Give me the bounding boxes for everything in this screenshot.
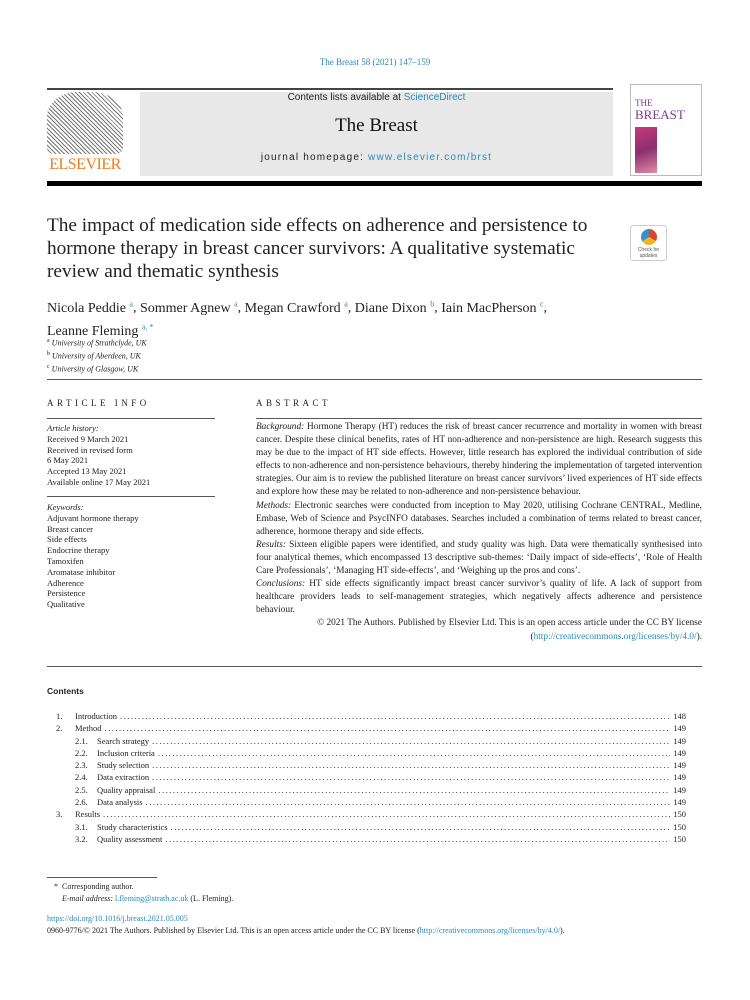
toc-number: 1.: [56, 711, 63, 721]
toc-entry[interactable]: [56, 723, 686, 735]
toc-title[interactable]: Study selection: [97, 760, 150, 771]
crossmark-label: Check for updates: [637, 247, 660, 259]
toc-page[interactable]: 149: [673, 772, 686, 783]
abstract-section: [256, 539, 702, 578]
abstract-section-text: HT side effects significantly impact breast cancer survivor’s quality of life. A lack of support from healthcare providers leads to self-management strategies, which negatively affects adherence and persistence behaviour.: [256, 579, 702, 616]
homepage-link[interactable]: www.elsevier.com/brst: [368, 152, 493, 163]
toc-leader: [120, 711, 670, 721]
author-affiliation-mark[interactable]: c: [539, 299, 544, 308]
keyword: Endocrine therapy: [47, 545, 110, 556]
keyword: Adherence: [47, 577, 84, 588]
license-text: © 2021 The Authors. Published by Elsevier Ltd. This is an open access article under the CC BY license: [317, 618, 702, 629]
abstract-section: [256, 578, 702, 617]
elsevier-logo[interactable]: [47, 92, 123, 176]
article-info-heading: ARTICLE INFO: [47, 398, 150, 408]
toc-entry[interactable]: [56, 809, 686, 821]
keyword: Aromatase inhibitor: [47, 566, 116, 577]
affiliation: [47, 336, 147, 349]
abstract-section-label: Conclusions:: [256, 579, 306, 590]
abstract-section: [256, 500, 702, 539]
abstract-section-label: Results:: [256, 539, 286, 550]
toc-entry[interactable]: [56, 785, 686, 797]
author-affiliation-mark[interactable]: a: [234, 299, 238, 308]
author[interactable]: [441, 301, 543, 316]
publisher-name: ELSEVIER: [49, 156, 121, 173]
abstract-heading: ABSTRACT: [256, 398, 332, 408]
author-name[interactable]: Leanne Fleming: [47, 324, 139, 340]
toc-page[interactable]: 150: [673, 833, 686, 844]
history-entry: Received in revised form: [47, 444, 133, 455]
toc-title[interactable]: Method: [75, 723, 102, 734]
divider: [47, 181, 702, 186]
journal-banner: [140, 92, 613, 176]
affiliation-name: University of Aberdeen, UK: [52, 351, 141, 361]
author[interactable]: [355, 301, 434, 316]
toc-leader: [152, 736, 670, 746]
toc-leader: [165, 834, 670, 844]
cover-title: THE: [635, 98, 653, 108]
author[interactable]: [140, 301, 238, 316]
tree-icon: [47, 92, 123, 154]
toc-number: 3.: [56, 809, 63, 820]
history-entry: 6 May 2021: [47, 455, 89, 466]
toc-title[interactable]: Data extraction: [97, 772, 150, 783]
journal-reference[interactable]: The Breast 58 (2021) 147–159: [319, 57, 431, 67]
author-affiliation-mark[interactable]: a: [129, 299, 133, 308]
divider: [47, 877, 157, 878]
toc-leader: [171, 822, 671, 832]
abstract-section-text: Electronic searches were conducted from inception to May 2020, utilising Cochrane CENTRAL, Medline, Embase, Web of Science and PsycINFO databases. Searches included a combination of terms related to breast cancer, adherence, hormone therapy and side effects.: [256, 500, 702, 537]
affiliation-mark: b: [47, 351, 50, 358]
toc-page[interactable]: 149: [673, 760, 686, 771]
keyword: Tamoxifen: [47, 555, 84, 566]
toc-leader: [103, 809, 670, 819]
history-entry: Accepted 13 May 2021: [47, 466, 127, 477]
toc-title[interactable]: Introduction: [75, 711, 118, 721]
divider: [256, 418, 702, 419]
table-of-contents: [56, 711, 686, 846]
email-suffix: (L. Fleming).: [190, 894, 234, 903]
email-link[interactable]: l.fleming@strath.ac.uk: [115, 894, 189, 903]
sciencedirect-link[interactable]: ScienceDirect: [403, 92, 466, 103]
toc-entry[interactable]: [56, 711, 686, 723]
license-text: 0960-9776/© 2021 The Authors. Published by Elsevier Ltd. This is an open access article under the CC BY license (: [47, 926, 420, 935]
article-title: The impact of medication side effects on adherence and persistence to hormone therapy in breast cancer survivors: A qualitative systematic review and thematic synthesis: [47, 215, 588, 282]
divider: [47, 418, 215, 419]
toc-leader: [152, 772, 670, 782]
author-list: Nicola Peddie $^a$, Sommer Agnew $^a$, Megan Crawford $^a$, Diane Dixon $^b$, Iain MacPherson $^c$, Leanne Fleming $^{a, *}$: [47, 299, 548, 340]
toc-entry[interactable]: [56, 797, 686, 809]
contents-heading: Contents: [47, 686, 84, 696]
author-affiliation-mark[interactable]: a: [344, 299, 348, 308]
toc-page[interactable]: 148: [673, 711, 686, 721]
author[interactable]: [245, 301, 348, 316]
homepage-label: journal homepage:: [260, 152, 369, 163]
cover-title: BREAST: [635, 107, 685, 122]
toc-number: 2.5.: [75, 784, 88, 795]
author[interactable]: [47, 301, 133, 316]
author-name[interactable]: Iain MacPherson: [441, 300, 537, 316]
divider: [47, 379, 702, 380]
history-entry: Received 9 March 2021: [47, 433, 129, 444]
toc-title[interactable]: Inclusion criteria: [97, 747, 155, 758]
history-entry: Available online 17 May 2021: [47, 476, 151, 487]
footnote: [52, 881, 233, 905]
crossmark-icon: [641, 229, 657, 245]
affiliation: [47, 362, 147, 375]
toc-number: 2.1.: [75, 735, 88, 746]
abstract-section-label: Background:: [256, 422, 305, 432]
affiliations: [47, 336, 147, 375]
keywords: [47, 502, 215, 610]
license-link[interactable]: http://creativecommons.org/licenses/by/4.0/: [533, 631, 697, 642]
toc-entry[interactable]: [56, 760, 686, 772]
keyword: Adjuvant hormone therapy: [47, 512, 139, 523]
article-footer: [47, 913, 565, 937]
keyword: Persistence: [47, 588, 86, 599]
toc-leader: [158, 785, 670, 795]
affiliation-mark: c: [47, 364, 50, 371]
footnote-mark: *: [54, 882, 58, 891]
check-for-updates-button[interactable]: [630, 225, 667, 261]
toc-leader: [146, 797, 671, 807]
toc-entry[interactable]: [56, 772, 686, 784]
abstract-section-text: Sixteen eligible papers were identified, and study quality was high. Data were thematically synthesised into four analytical themes, which encompassed 13 descriptive sub-themes: ‘Daily impact of side-effects’, ‘Role of Health Care Professionals’, ‘Managing HT side-effects’, and ‘Weighing up the pros and cons’.: [256, 539, 702, 577]
toc-entry[interactable]: [56, 834, 686, 846]
doi-link[interactable]: https://doi.org/10.1016/j.breast.2021.05.005: [47, 914, 188, 923]
toc-entry[interactable]: [56, 822, 686, 834]
author-affiliation-mark[interactable]: b: [430, 299, 435, 308]
toc-leader: [152, 760, 670, 770]
divider: [47, 88, 613, 90]
author-name[interactable]: Diane Dixon: [354, 300, 427, 316]
toc-title[interactable]: Results: [75, 809, 101, 820]
toc-title[interactable]: Study characteristics: [97, 821, 168, 832]
toc-leader: [158, 748, 670, 758]
toc-number: 2.: [56, 723, 63, 734]
toc-page[interactable]: 149: [673, 797, 686, 808]
toc-entry[interactable]: [56, 748, 686, 760]
abstract-section-text: Hormone Therapy (HT) reduces the risk of breast cancer recurrence and mortality in women with breast cancer. Despite these clinical benefits, rates of HT non-adherence and non-persistence are high. Research suggests this may be due to the impact of HT side effects. However, little research has explored the individual contribution of side effects to non-adherence and non-persistence behaviours, thereby hindering the implementation of targeted intervention strategies. Our aim is to review the published literature on breast cancer survivors’ lived experiences of HT side effects and explore how these may be related to non-adherence and non-persistence behaviour.: [256, 422, 702, 498]
affiliation-name: University of Strathclyde, UK: [51, 338, 147, 348]
affiliation: [47, 349, 147, 362]
author-affiliation-mark[interactable]: a, *: [141, 322, 154, 332]
corresponding-author-label: Corresponding author.: [62, 882, 134, 891]
keyword: Breast cancer: [47, 523, 94, 534]
toc-leader: [104, 723, 670, 733]
toc-title[interactable]: Search strategy: [97, 735, 150, 746]
cover-artwork: [635, 127, 657, 173]
toc-number: 3.2.: [75, 833, 88, 844]
author-name[interactable]: Sommer Agnew: [139, 300, 231, 316]
license-link[interactable]: http://creativecommons.org/licenses/by/4.0/: [419, 926, 561, 935]
toc-page[interactable]: 149: [673, 747, 686, 758]
toc-number: 2.2.: [75, 747, 88, 758]
history-label: Article history:: [47, 423, 99, 433]
toc-page[interactable]: 149: [673, 723, 686, 734]
abstract-section-label: Methods:: [256, 500, 292, 511]
article-history: [47, 423, 215, 488]
toc-title[interactable]: Data analysis: [97, 797, 143, 808]
journal-cover-image[interactable]: [630, 84, 702, 176]
toc-page[interactable]: 150: [673, 821, 686, 832]
keywords-label: Keywords:: [47, 502, 84, 512]
toc-title[interactable]: Quality assessment: [97, 833, 163, 844]
toc-page[interactable]: 150: [673, 809, 686, 820]
toc-title[interactable]: Quality appraisal: [97, 784, 156, 795]
abstract-body: [256, 421, 702, 644]
author-name[interactable]: Megan Crawford: [244, 300, 341, 316]
contents-label: Contents lists available at: [287, 92, 404, 103]
divider: [47, 496, 215, 497]
toc-page[interactable]: 149: [673, 735, 686, 746]
journal-title: The Breast: [335, 115, 418, 136]
toc-number: 2.4.: [75, 772, 88, 783]
divider: [47, 666, 702, 667]
toc-number: 3.1.: [75, 821, 88, 832]
abstract-section: [256, 421, 702, 500]
license-suffix: ).: [560, 926, 565, 935]
author-name[interactable]: Nicola Peddie: [47, 300, 126, 316]
toc-entry[interactable]: [56, 736, 686, 748]
email-label: E-mail address:: [62, 894, 114, 903]
affiliation-mark: a: [47, 338, 50, 344]
keyword: Side effects: [47, 534, 87, 545]
toc-page[interactable]: 149: [673, 784, 686, 795]
keyword: Qualitative: [47, 599, 85, 610]
toc-number: 2.3.: [75, 760, 88, 771]
abstract-license: © 2021 The Authors. Published by Elsevier Ltd. This is an open access article under the CC BY license (http://creativecommons.org/licenses/by/4.0/).: [317, 618, 702, 642]
affiliation-name: University of Glasgow, UK: [51, 364, 139, 374]
toc-number: 2.6.: [75, 797, 88, 808]
